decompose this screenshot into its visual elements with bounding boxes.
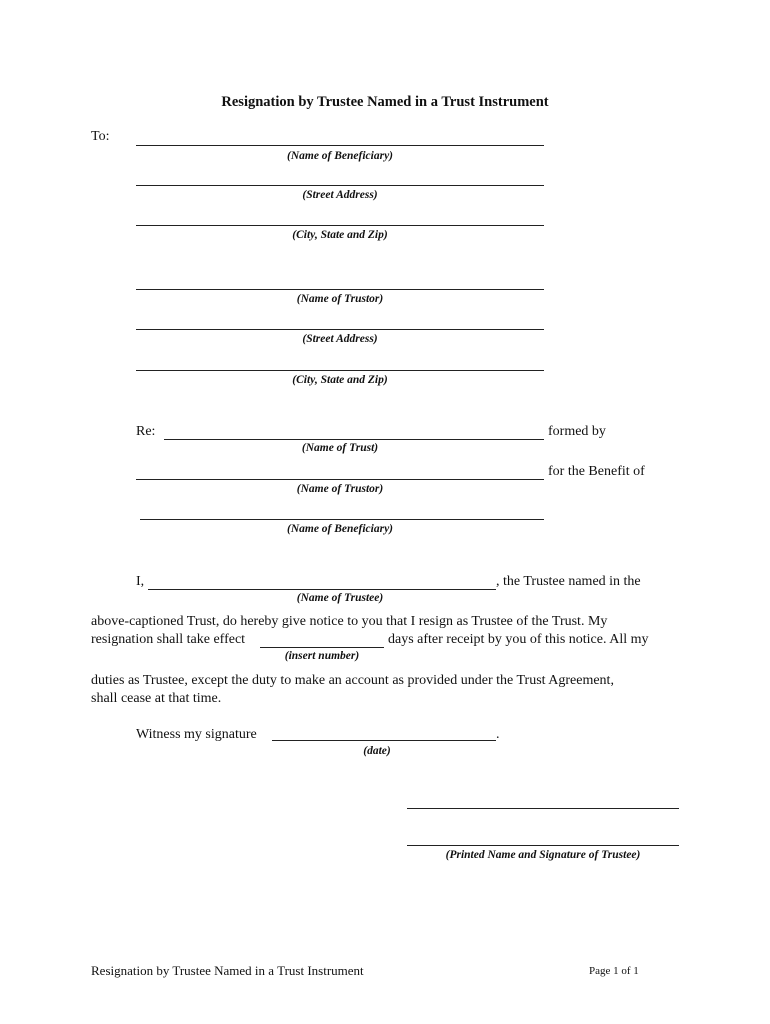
trustee-name-line[interactable]: [148, 589, 496, 590]
footer-page-number: Page 1 of 1: [589, 965, 639, 977]
beneficiary-street-line[interactable]: [136, 185, 544, 186]
trustor-city-caption: (City, State and Zip): [292, 374, 388, 386]
trust-name-caption: (Name of Trust): [301, 442, 379, 454]
signature-caption: (Printed Name and Signature of Trustee): [445, 849, 641, 861]
formed-by-text: formed by: [548, 424, 606, 439]
beneficiary-street-caption: (Street Address): [302, 189, 378, 201]
date-line[interactable]: [272, 740, 496, 741]
beneficiary-name-caption: (Name of Beneficiary): [286, 150, 394, 162]
witness-period: .: [496, 727, 500, 742]
body-line-2-start: resignation shall take effect: [91, 632, 246, 647]
signature-line-2[interactable]: [407, 845, 679, 846]
re-trustor-line[interactable]: [136, 479, 544, 480]
body-line-3: duties as Trustee, except the duty to make an account as provided under the Trust Agreement,: [91, 673, 614, 688]
trust-name-line[interactable]: [164, 439, 544, 440]
re-beneficiary-line[interactable]: [140, 519, 544, 520]
trustor-street-line[interactable]: [136, 329, 544, 330]
body-line-4: shall cease at that time.: [91, 691, 222, 706]
trustor-street-caption: (Street Address): [302, 333, 378, 345]
trustee-name-caption: (Name of Trustee): [296, 592, 384, 604]
to-label: To:: [91, 129, 110, 144]
body-line-1: above-captioned Trust, do hereby give notice to you that I resign as Trustee of the Trust. My: [91, 614, 608, 629]
beneficiary-city-line[interactable]: [136, 225, 544, 226]
insert-number-caption: (insert number): [284, 650, 360, 662]
for-benefit-text: for the Benefit of: [548, 464, 645, 479]
re-trustor-caption: (Name of Trustor): [296, 483, 384, 495]
trustee-named-text: , the Trustee named in the: [496, 574, 641, 589]
i-label: I,: [136, 574, 145, 589]
date-caption: (date): [363, 745, 391, 757]
beneficiary-name-line[interactable]: [136, 145, 544, 146]
document-title: Resignation by Trustee Named in a Trust Instrument: [221, 94, 549, 110]
body-line-2-end: days after receipt by you of this notice. All my: [388, 632, 649, 647]
beneficiary-city-caption: (City, State and Zip): [292, 229, 388, 241]
signature-line-1[interactable]: [407, 808, 679, 809]
witness-label: Witness my signature: [136, 727, 257, 742]
footer-title: Resignation by Trustee Named in a Trust Instrument: [91, 963, 364, 978]
trustor-city-line[interactable]: [136, 370, 544, 371]
re-label: Re:: [136, 424, 156, 439]
insert-number-line[interactable]: [260, 647, 384, 648]
trustor-name-caption: (Name of Trustor): [296, 293, 384, 305]
trustor-name-line[interactable]: [136, 289, 544, 290]
re-beneficiary-caption: (Name of Beneficiary): [286, 523, 394, 535]
